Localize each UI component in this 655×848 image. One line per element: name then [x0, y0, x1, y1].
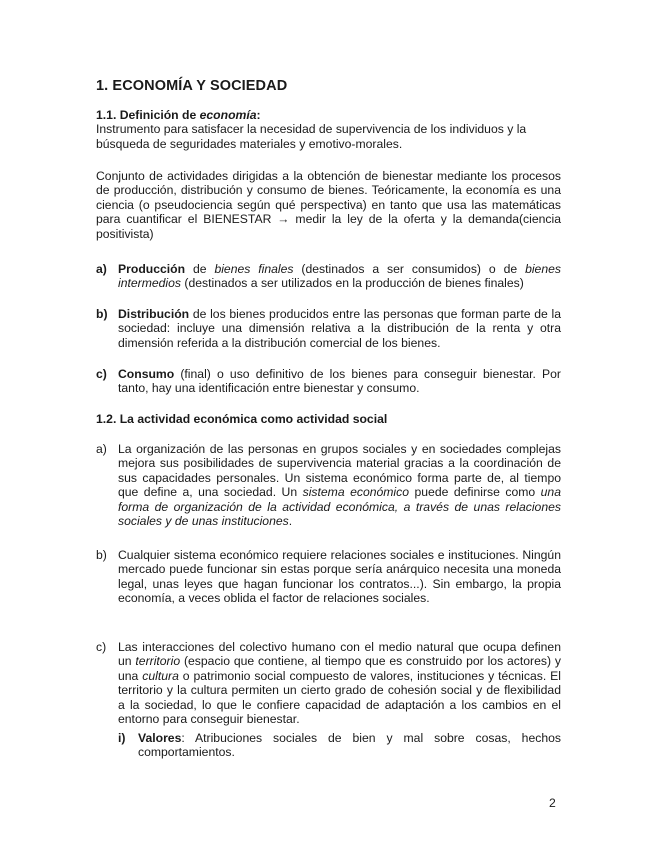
sub-item-text: [138, 731, 561, 760]
list-label: c): [96, 640, 107, 654]
list-item-distribution: [96, 307, 561, 350]
text-run: Las interacciones del colectivo humano con el medio natural que ocupa definen un: [118, 640, 561, 669]
subsection-title-suffix: :: [256, 108, 261, 122]
list-item-production: [96, 262, 561, 291]
list-item-consumption: [96, 367, 561, 396]
sub-list-label: i): [118, 731, 126, 745]
italic-run: territorio: [135, 654, 181, 669]
list-item-text: [118, 367, 561, 396]
list-label: b): [96, 548, 107, 562]
list-item-text: [118, 442, 561, 528]
italic-run: bienes intermedios: [118, 262, 561, 291]
list-item-organization: [96, 442, 561, 528]
text-run: .: [288, 514, 293, 529]
list-item-text: [118, 262, 561, 291]
list-item-text: [118, 640, 561, 726]
text-run: o patrimonio social compuesto de valores, instituciones y técnicas. El territorio y la cultura permiten un cierto grado de cohesión social y de flexibilidad a la sociedad, lo que le confiere capacidad de adaptación a los cambios en el entorno para conseguir bienestar.: [118, 668, 561, 727]
text-run: (final) o uso definitivo de los bienes para conseguir bienestar. Por tanto, hay una identificación entre bienestar y consumo.: [118, 367, 561, 396]
section-heading: 1. ECONOMÍA Y SOCIEDAD: [96, 78, 288, 94]
list-item-text: Cualquier sistema económico requiere relaciones sociales e instituciones. Ningún mercado puede funcionar sin estas porque sería anárquico necesita una moneda legal, unas leyes que hagan funcionar los contratos...). Sin embargo, la propia economía, a veces oblida el factor de relaciones sociales.: [118, 548, 561, 606]
page-number: 2: [549, 796, 556, 810]
text-run: de: [185, 262, 215, 276]
subsection-title-italic: economía: [199, 108, 257, 122]
list-label: a): [96, 442, 107, 456]
subsection-title-prefix: 1.1. Definición de: [96, 108, 200, 122]
sub-term: Valores: [138, 731, 182, 745]
list-item-institutions: [96, 548, 561, 606]
subsection-title-1-2: 1.2. La actividad económica como actividad social: [96, 412, 388, 426]
definition-block: [96, 108, 561, 151]
list-label: a): [96, 262, 107, 276]
italic-run: sistema económico: [302, 485, 410, 500]
italic-run: cultura: [142, 668, 179, 683]
list-item-territory: [96, 640, 561, 726]
text-run: de los bienes producidos entre las personas que forman parte de la sociedad: incluye una dimensión relativa a la distribución de la renta y otra dimensión referida a la distribución comercial de los bienes.: [118, 307, 561, 350]
definition-paragraph-2: Conjunto de actividades dirigidas a la obtención de bienestar mediante los procesos de producción, distribución y consumo de bienes. Teóricamente, la economía es una ciencia (o pseudociencia según qué perspectiva) en tanto que usa las matemáticas para cuantificar el BIENESTAR → medir la ley de la oferta y la demanda(ciencia positivista): [96, 169, 561, 241]
list-item-text: [118, 307, 561, 350]
text-run: La organización de las personas en grupos sociales y en sociedades complejas mejora sus posibilidades de supervivencia material gracias a la coordinación de sus capacidades personales. Un sistema económico forma parte de, al tiempo que define a, una sociedad. Un: [118, 442, 561, 500]
italic-run: bienes finales: [214, 262, 294, 276]
text-run: : Atribuciones sociales de bien y mal sobre cosas, hechos comportamientos.: [138, 731, 561, 760]
list-term: Producción: [118, 262, 186, 276]
definition-paragraph-1: Instrumento para satisfacer la necesidad de supervivencia de los individuos y la búsqueda de seguridades materiales y emotivo-morales.: [96, 122, 527, 151]
list-term: Consumo: [118, 367, 175, 381]
text-run: (espacio que contiene, al tiempo que es construido por los actores) y una: [118, 654, 561, 683]
text-run: (destinados a ser utilizados en la producción de bienes finales): [181, 276, 524, 291]
list-label: b): [96, 307, 108, 321]
subsection-title-1-1: [96, 108, 561, 122]
list-label: c): [96, 367, 107, 381]
text-run: (destinados a ser consumidos) o de: [293, 262, 526, 276]
list-term: Distribución: [118, 307, 190, 321]
sub-item-values: [118, 731, 561, 760]
text-run: puede definirse como: [409, 485, 541, 500]
italic-run: una forma de organización de la actividad económica, a través de unas relaciones sociales y de unas instituciones: [118, 485, 561, 529]
